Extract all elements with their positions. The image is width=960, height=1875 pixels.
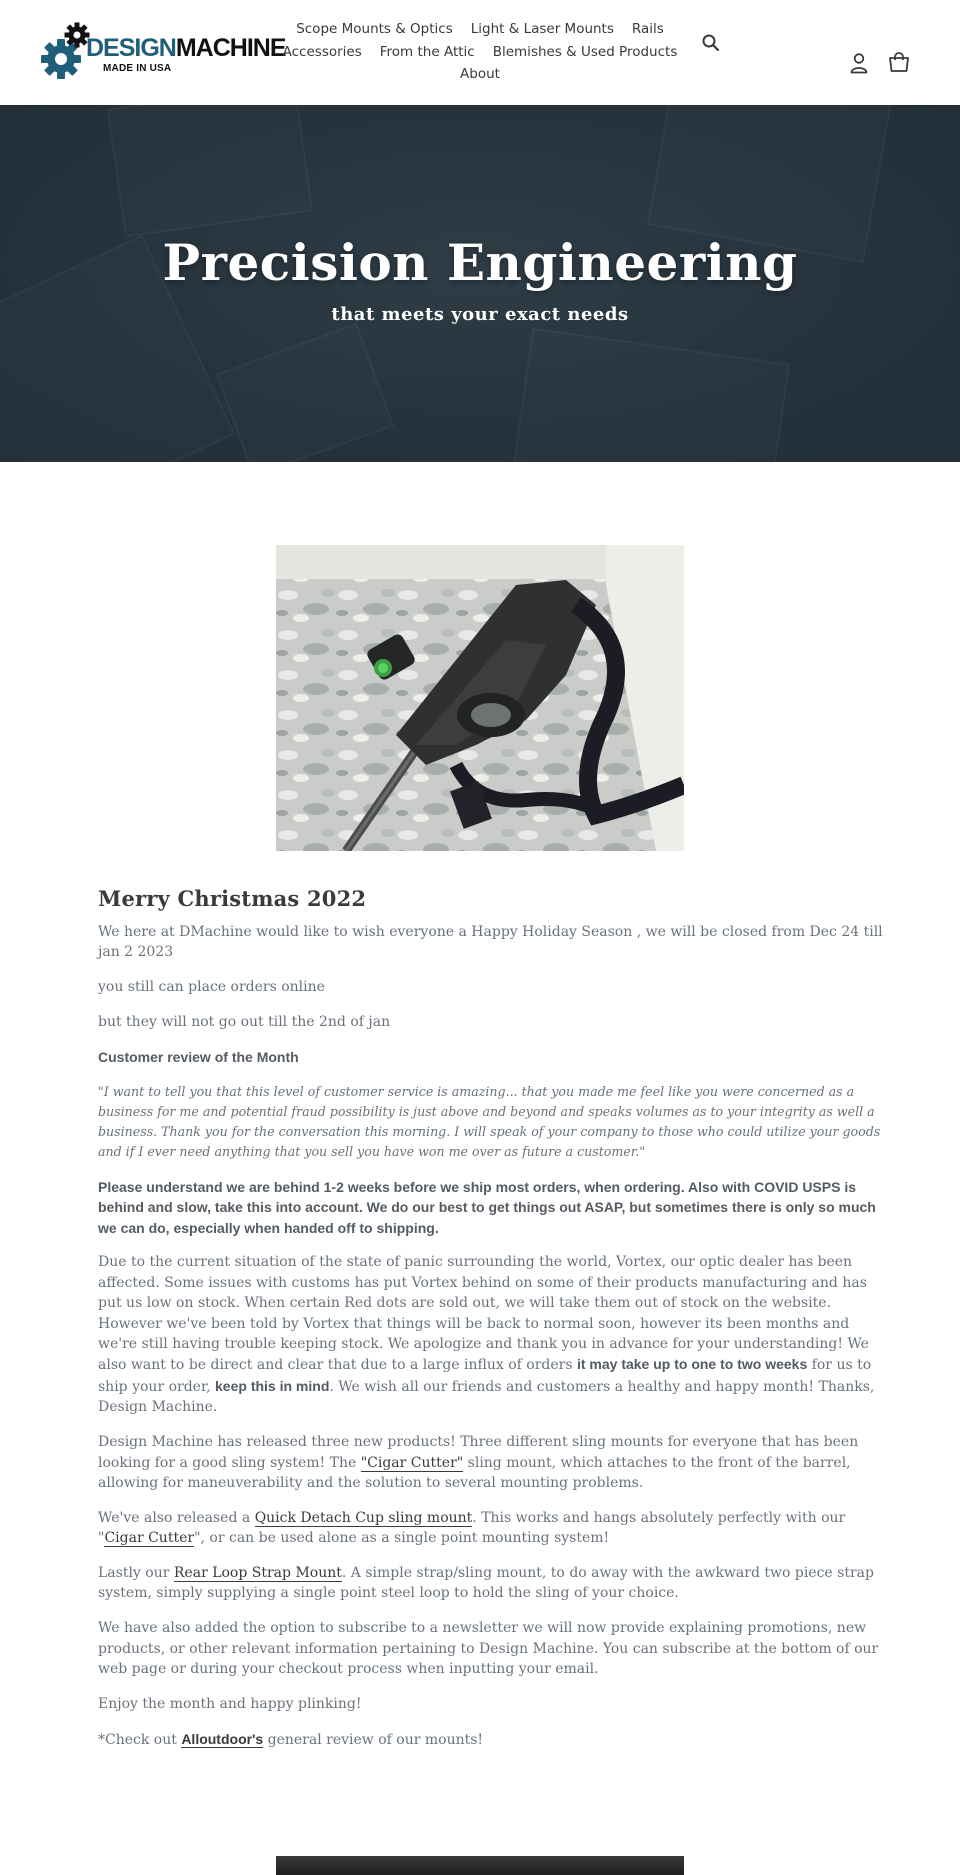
hero-subtitle: that meets your exact needs: [331, 304, 629, 325]
rear-loop-text: Lastly our: [98, 1564, 174, 1581]
orders-online-paragraph: you still can place orders online: [98, 979, 325, 996]
rifle-photo-image: [276, 545, 684, 851]
qd-cup-text: . This works and hangs absolutely perfectly with our ": [98, 1509, 846, 1547]
review-heading: Customer review of the Month: [98, 1048, 299, 1065]
vortex-bold-keep: keep this in mind: [215, 1377, 330, 1394]
alloutdoor-link[interactable]: Alloutdoor's: [181, 1730, 264, 1747]
review-link-text: general review of our mounts!: [263, 1731, 484, 1748]
nav-blemishes-used[interactable]: Blemishes & Used Products: [492, 43, 678, 60]
vortex-paragraph: [98, 1252, 888, 1417]
logo-word-machine: MACHINE: [175, 34, 286, 62]
logo-word-design: DESIGN: [86, 34, 176, 62]
qd-cup-paragraph: [98, 1508, 888, 1549]
hero-banner: [0, 105, 960, 462]
cigar-cutter-link-2[interactable]: Cigar Cutter: [104, 1530, 195, 1547]
customer-review-quote: "I want to tell you that this level of customer service is amazing... that you made me feel like you were concerned as a business for me and potential fraud possibility is just above and beyond and speaks volumes as to your integrity as well a business. Thank you for the conversation this morning. I will speak of your company to those who could utilize your goods and if I ever need anything that you sell you have won me over as future a customer.": [98, 1083, 881, 1160]
nav-rails[interactable]: Rails: [631, 21, 664, 37]
new-products-text: Design Machine has released three new products! Three different sling mounts for everyone that has been looking for a good sling system! The: [98, 1434, 859, 1471]
next-article-image: [276, 1856, 684, 1875]
nav-from-the-attic[interactable]: From the Attic: [379, 43, 475, 60]
rear-loop-strap-mount-link[interactable]: Rear Loop Strap Mount: [173, 1564, 342, 1581]
nav-light-laser-mounts[interactable]: Light & Laser Mounts: [470, 21, 614, 37]
rear-loop-paragraph: [98, 1563, 888, 1604]
shipping-date-paragraph: but they will not go out till the 2nd of jan: [98, 1014, 391, 1030]
qd-cup-text: ", or can be used alone as a single point mounting system!: [194, 1530, 610, 1547]
site-header: [0, 0, 960, 105]
nav-scope-mounts-optics[interactable]: Scope Mounts & Optics: [296, 21, 453, 37]
nav-accessories[interactable]: Accessories: [282, 43, 362, 60]
shipping-notice: Please understand we are behind 1-2 weeks before we ship most orders, when ordering. Also with COVID USPS is behind and slow, take this into account. We do our best to get things out ASAP, but sometimes there is only so much we can do, especially when handed off to shipping.: [98, 1179, 876, 1236]
article-heading: Merry Christmas 2022: [98, 886, 367, 911]
site-logo[interactable]: [40, 20, 286, 82]
review-link-text: *Check out: [98, 1731, 182, 1748]
account-icon[interactable]: [849, 52, 869, 74]
vortex-bold-weeks: it may take up to one to two weeks: [576, 1356, 808, 1373]
cigar-cutter-link[interactable]: "Cigar Cutter": [360, 1454, 464, 1471]
search-icon[interactable]: [701, 33, 721, 53]
holiday-paragraph: We here at DMachine would like to wish everyone a Happy Holiday Season , we will be closed from Dec 24 till jan 2 2023: [98, 924, 883, 961]
newsletter-paragraph: We have also added the option to subscribe to a newsletter we will now provide explaining promotions, new products, or other relevant information pertaining to Design Machine. You can subscribe at the bottom of our web page or during your checkout process when inputting your email.: [98, 1620, 879, 1677]
new-products-text: sling mount, which attaches to the front of the barrel, allowing for maneuverability and the solution to several mounting problems.: [98, 1454, 851, 1491]
review-link-paragraph: [98, 1729, 888, 1750]
logo-tagline: MADE IN USA: [103, 63, 172, 74]
cart-icon[interactable]: [888, 52, 910, 74]
vortex-text: Due to the current situation of the state of panic surrounding the world, Vortex, our optic dealer has been affected. Some issues with customs has put Vortex behind on some of their products manufacturing and has put us low on stock. When certain Red dots are sold out, we will take them out of stock on the website. However we've been told by Vortex that things will be back to normal soon, however its been months and we're still having trouble keeping stock. We apologize and thank you in advance for your understanding! We also want to be direct and clear that due to a large influx of orders: [98, 1254, 869, 1374]
vortex-text: . We wish all our friends and customers a healthy and happy month! Thanks, Design Machine.: [98, 1378, 875, 1416]
rifle-photo: [276, 545, 684, 851]
rear-loop-text: . A simple strap/sling mount, to do away with the awkward two piece strap system, simply supplying a single point steel loop to hold the sling of your choice.: [98, 1564, 874, 1602]
nav-about[interactable]: About: [460, 66, 500, 82]
new-products-paragraph: [98, 1432, 888, 1493]
vortex-text: for us to ship your order,: [98, 1357, 872, 1395]
logo-wordmark: [86, 36, 286, 61]
qd-cup-text: We've also released a: [98, 1509, 255, 1526]
hero-title: Precision Engineering: [162, 233, 798, 292]
main-nav: [270, 18, 690, 86]
closing-paragraph: Enjoy the month and happy plinking!: [98, 1695, 362, 1712]
blog-article: [98, 886, 888, 1764]
quick-detach-cup-link[interactable]: Quick Detach Cup sling mount: [254, 1509, 473, 1526]
